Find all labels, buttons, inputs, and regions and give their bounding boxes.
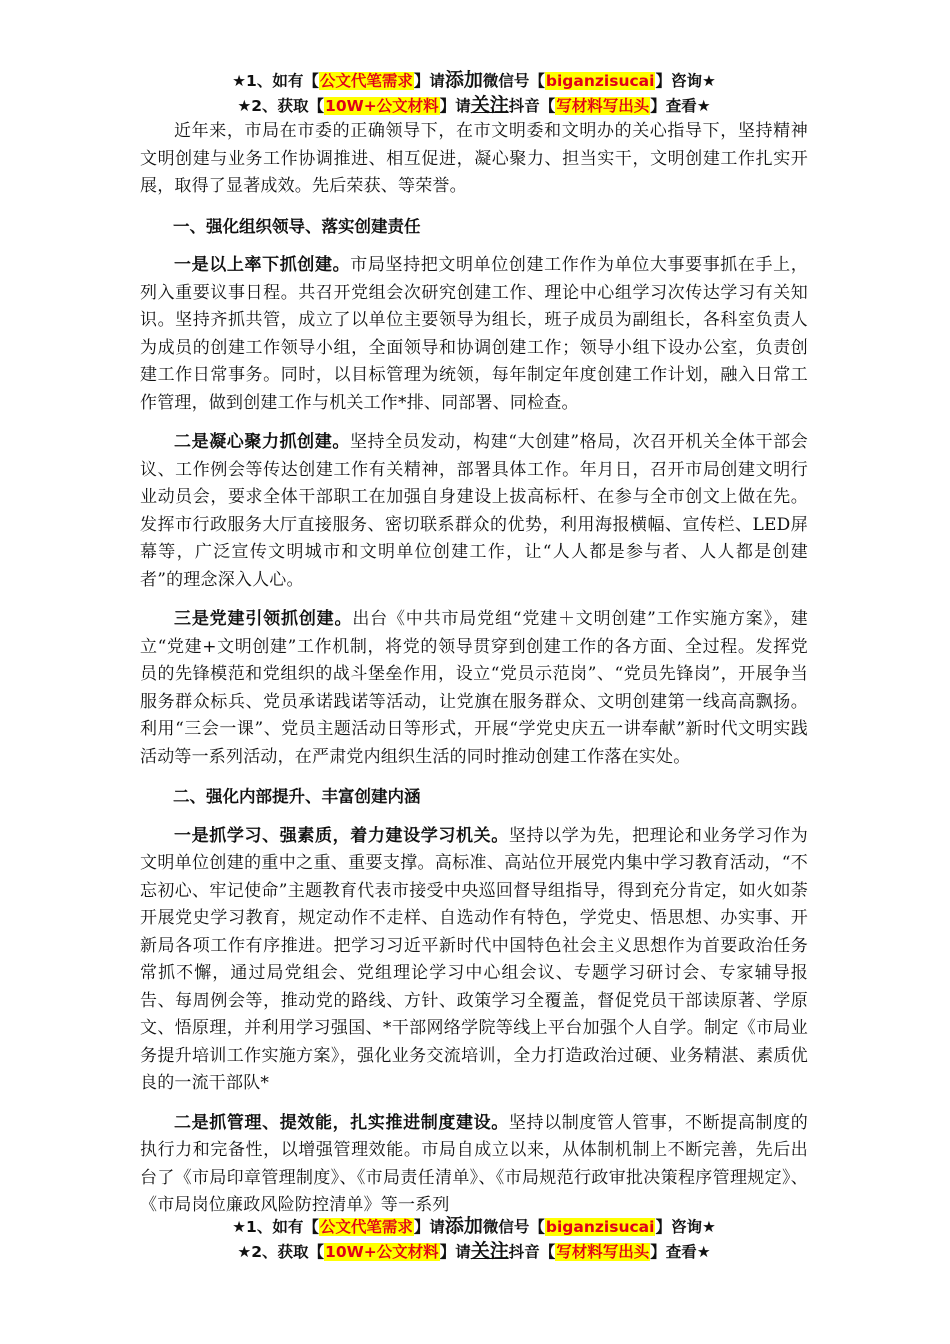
document-page (140, 68, 808, 1220)
paragraph-text: 市局坚持把文明单位创建工作作为单位大事要事抓在手上，列入重要议事日程。共召开党组会次研究创建工作、理论中心组学习次传达学习有关知识。坚持齐抓共管，成立了以单位主要领导为组长，班子成员为副组长，各科室负责人为成员的创建工作领导小组，全面领导和协调创建工作；领导小组下设办公室，负责创建工作日常事务。同时，以目标管理为统领，每年制定年度创建工作计划，融入日常工作管理，做到创建工作与机关工作*排、同部署、同检查。 (140, 255, 809, 413)
section-2-title: 二、强化内部提升、丰富创建内涵 (173, 787, 421, 806)
highlight-materials: 10W+公文材料 (325, 97, 439, 115)
banner-text: 】请 (439, 1243, 471, 1261)
banner-text: 】咨询★ (655, 72, 716, 90)
banner-emphasis: 关注 (470, 1240, 509, 1262)
banner-text: 】查看★ (650, 97, 711, 115)
paragraph-text: 坚持以学为先，把理论和业务学习作为文明单位创建的重中之重、重要支撑。高标准、高站位开展党内集中学习教育活动，“不忘初心、牢记使命”主题教育代表市接受中央巡回督导组指导，得到充分肯定，如火如荼开展党史学习教育，规定动作不走样、自选动作有特色，学党史、悟思想、办实事、开新局各项工作有序推进。把学习习近平新时代中国特色社会主义思想作为首要政治任务常抓不懈，通过局党组会、党组理论学习中心组会议、专题学习研讨会、专家辅导报告、每周例会等，推动党的路线、方针、政策学习全覆盖，督促党员干部读原著、学原文、悟原理，并利用学习强国、*干部网络学院等线上平台加强个人自学。制定《市局业务提升培训工作实施方案》，强化业务交流培训，全力打造政治过硬、业务精湛、素质优良的一流干部队* (140, 825, 808, 1093)
section-2-paragraph-2 (140, 1110, 808, 1220)
paragraph-text: 坚持以制度管人管事，不断提高制度的执行力和完备性，以增强管理效能。市局自成立以来，从体制机制上不断完善，先后出台了《市局印章管理制度》、《市局责任清单》、《市局规范行政审批决策程序管理规定》、《市局岗位廉政风险防控清单》等一系列 (140, 1112, 808, 1215)
intro-paragraph: 近年来，市局在市委的正确领导下，在市文明委和文明办的关心指导下，坚持精神文明创建与业务工作协调推进、相互促进，凝心聚力、担当实干，文明创建工作扎实开展，取得了显著成效。先后荣获、等荣誉。 (140, 121, 808, 196)
section-2-paragraph-1 (140, 823, 808, 1098)
highlight-service: 公文代笔需求 (319, 72, 413, 90)
footer-banner (140, 1214, 808, 1264)
highlight-materials: 10W+公文材料 (325, 1243, 439, 1261)
highlight-service: 公文代笔需求 (319, 1218, 413, 1236)
banner-line-1 (140, 1214, 808, 1239)
paragraph-lead: 二是凝心聚力抓创建。 (174, 432, 350, 452)
banner-text: 抖音【 (508, 1243, 556, 1261)
banner-text: ★1、如有【 (232, 1218, 319, 1236)
banner-text: ★1、如有【 (232, 72, 319, 90)
section-1-paragraph-3 (140, 606, 808, 771)
banner-line-2 (140, 1239, 808, 1264)
banner-text: 微信号【 (482, 72, 545, 90)
banner-emphasis: 添加 (444, 1215, 483, 1237)
banner-line-2 (140, 93, 808, 118)
paragraph-text: 坚持全员发动，构建“大创建”格局，次召开机关全体干部会议、工作例会等传达创建工作有关精神，部署具体工作。年月日，召开市局创建文明行业动员会，要求全体干部职工在加强自身建设上拔高标杆、在参与全市创文上做在先。发挥市行政服务大厅直接服务、密切联系群众的优势，利用海报横幅、宣传栏、LED屏幕等，广泛宣传文明城市和文明单位创建工作，让“人人都是参与者、人人都是创建者”的理念深入人心。 (140, 432, 809, 590)
header-banner (140, 68, 808, 118)
paragraph-lead: 二是抓管理、提效能，扎实推进制度建设。 (174, 1112, 509, 1133)
banner-text: 】请 (439, 97, 471, 115)
paragraph-lead: 一是抓学习、强素质，着力建设学习机关。 (174, 825, 509, 846)
banner-text: 】查看★ (650, 1243, 711, 1261)
paragraph-lead: 一是以上率下抓创建。 (174, 255, 351, 275)
highlight-wechat-id: biganzisucai (545, 72, 655, 90)
banner-text: ★2、获取【 (237, 1243, 325, 1261)
banner-emphasis: 关注 (470, 94, 509, 116)
banner-text: 微信号【 (482, 1218, 545, 1236)
banner-emphasis: 添加 (444, 69, 483, 91)
banner-text: ★2、获取【 (237, 97, 325, 115)
paragraph-lead: 三是党建引领抓创建。 (174, 609, 353, 629)
banner-text: 】请 (413, 72, 445, 90)
section-1-paragraph-1 (140, 252, 808, 417)
section-1-title: 一、强化组织领导、落实创建责任 (173, 216, 421, 236)
banner-text: 抖音【 (508, 97, 556, 115)
banner-text: 】咨询★ (655, 1218, 716, 1236)
banner-line-1 (140, 68, 808, 93)
highlight-douyin-account: 写材料写出头 (556, 1243, 650, 1261)
highlight-douyin-account: 写材料写出头 (556, 97, 650, 115)
banner-text: 】请 (413, 1218, 445, 1236)
paragraph-text: 出台《中共市局党组“党建＋文明创建”工作实施方案》，建立“党建+文明创建”工作机制，将党的领导贯穿到创建工作的各方面、全过程。发挥党员的先锋模范和党组织的战斗堡垒作用，设立“党员示范岗”、“党员先锋岗”，开展争当服务群众标兵、党员承诺践诺等活动，让党旗在服务群众、文明创建第一线高高飘扬。利用“三会一课”、党员主题活动日等形式，开展“学党史庆五一讲奉献”新时代文明实践活动等一系列活动，在严肃党内组织生活的同时推动创建工作落在实处。 (140, 609, 809, 767)
section-1-paragraph-2 (140, 429, 808, 594)
highlight-wechat-id: biganzisucai (545, 1218, 655, 1236)
